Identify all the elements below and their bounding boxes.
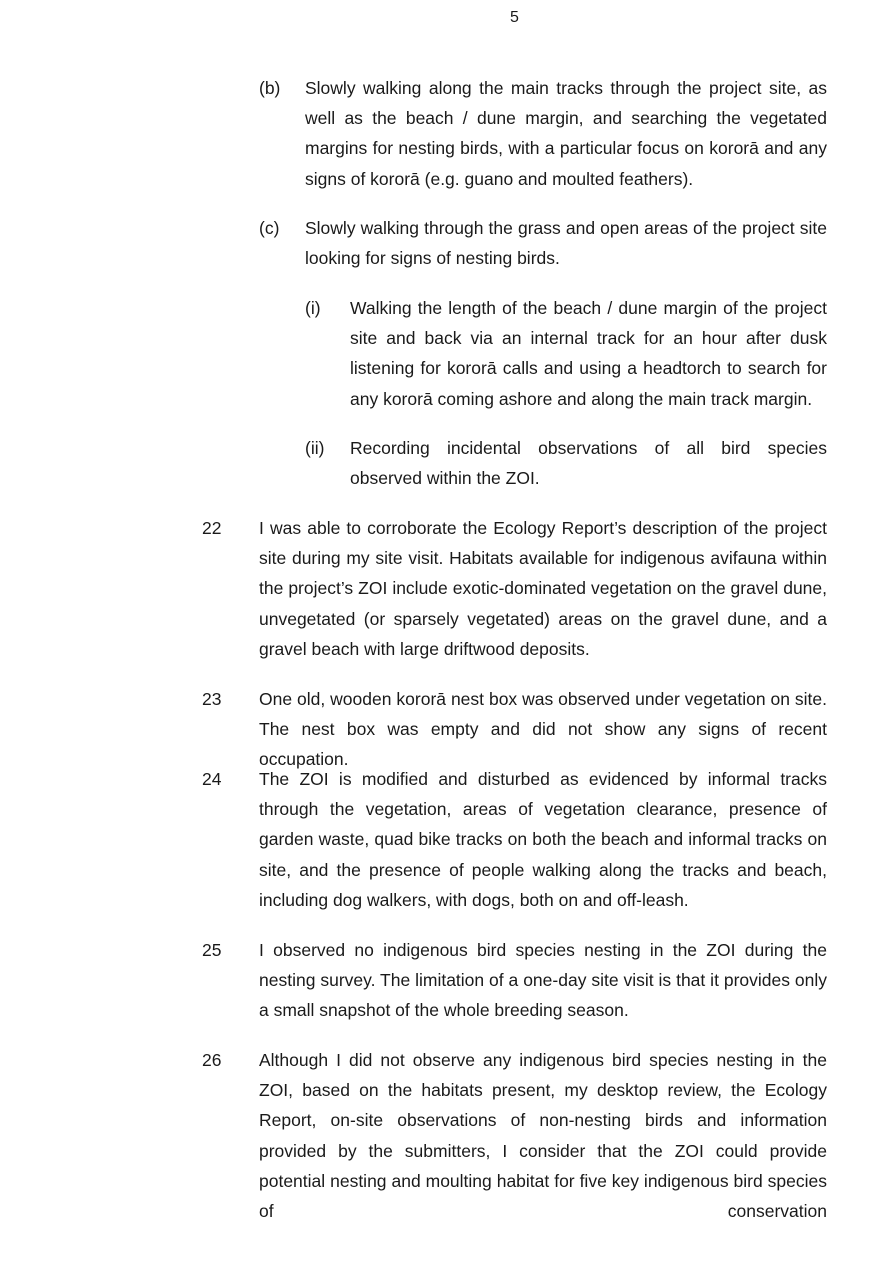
sub-item-text: Slowly walking through the grass and open areas of the project site looking for signs of nesting birds. — [305, 218, 827, 269]
paragraph-number: 24 — [202, 769, 222, 789]
sub-sub-item-text: Walking the length of the beach / dune margin of the project site and back via an internal track for an hour after dusk listening for kororā calls and using a headtorch to search for any kororā coming ashore and along the main track margin. — [350, 298, 827, 409]
paragraph-number: 22 — [202, 518, 222, 538]
sub-sub-item-text: Recording incidental observations of all bird species observed within the ZOI. — [350, 438, 827, 489]
paragraph-text: One old, wooden kororā nest box was observed under vegetation on site. The nest box was empty and did not show any signs of recent occupation. — [259, 689, 827, 770]
sub-item-text: Slowly walking along the main tracks through the project site, as well as the beach / dune margin, and searching the vegetated margins for nesting birds, with a particular focus on kororā and any signs of kororā (e.g. guano and moulted feathers). — [305, 78, 827, 189]
paragraph-text: The ZOI is modified and disturbed as evidenced by informal tracks through the vegetation, areas of vegetation clearance, presence of garden waste, quad bike tracks on both the beach and informal tracks on site, and the presence of people walking along the tracks and beach, including dog walkers, with dogs, both on and off-leash. — [259, 769, 827, 910]
paragraph-text: I was able to corroborate the Ecology Report’s description of the project site during my site visit. Habitats available for indigenous avifauna within the project’s ZOI include exotic-dominated vegetation on the gravel dune, unvegetated (or sparsely vegetated) areas on the gravel dune, and a gravel beach with large driftwood deposits. — [259, 518, 827, 659]
sub-sub-item-label: (ii) — [305, 438, 325, 458]
page-number: 5 — [510, 9, 519, 26]
paragraph-number: 25 — [202, 940, 222, 960]
sub-item-label: (c) — [259, 218, 280, 238]
paragraph-number: 23 — [202, 689, 222, 709]
paragraph-number: 26 — [202, 1050, 222, 1070]
sub-item-label: (b) — [259, 78, 281, 98]
paragraph-text: Although I did not observe any indigenous bird species nesting in the ZOI, based on the habitats present, my desktop review, the Ecology Report, on-site observations of non-nesting birds and information provided by the submitters, I consider that the ZOI could provide potential nesting and moulting habitat for five key indigenous bird species of conservation — [259, 1050, 827, 1222]
sub-sub-item-label: (i) — [305, 298, 321, 318]
paragraph-text: I observed no indigenous bird species nesting in the ZOI during the nesting survey. The limitation of a one-day site visit is that it provides only a small snapshot of the whole breeding season. — [259, 940, 827, 1021]
